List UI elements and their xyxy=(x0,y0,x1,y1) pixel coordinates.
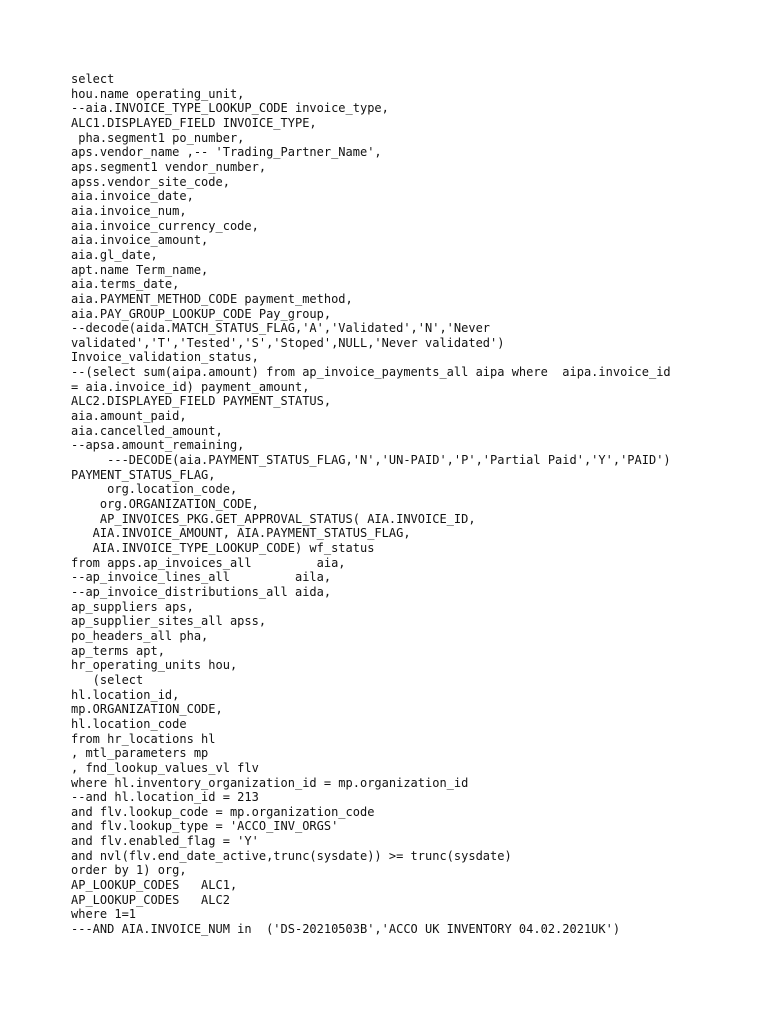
code-line: pha.segment1 po_number, xyxy=(71,130,245,145)
code-line: aia.PAY_GROUP_LOOKUP_CODE Pay_group, xyxy=(71,306,332,321)
code-line: hl.location_id, xyxy=(71,687,180,702)
code-line: ap_suppliers aps, xyxy=(71,599,194,614)
code-line: AP_INVOICES_PKG.GET_APPROVAL_STATUS( AIA.INVOICE_ID, xyxy=(71,511,476,526)
code-line: (select xyxy=(71,672,144,687)
code-line: apt.name Term_name, xyxy=(71,262,209,277)
code-line: ---AND AIA.INVOICE_NUM in ('DS-20210503B','ACCO UK INVENTORY 04.02.2021UK') xyxy=(71,922,621,937)
code-line: AP_LOOKUP_CODES ALC2 xyxy=(71,892,230,907)
code-line: from hr_locations hl xyxy=(71,731,216,746)
code-line: aia.PAYMENT_METHOD_CODE payment_method, xyxy=(71,291,353,306)
code-line: --decode(aida.MATCH_STATUS_FLAG,'A','Validated','N','Never xyxy=(71,321,491,336)
code-line: org.ORGANIZATION_CODE, xyxy=(71,497,259,512)
sql-code-block xyxy=(71,72,741,937)
code-line: ALC2.DISPLAYED_FIELD PAYMENT_STATUS, xyxy=(71,394,332,409)
code-line: aia.gl_date, xyxy=(71,247,158,262)
code-line: from apps.ap_invoices_all aia, xyxy=(71,555,346,570)
code-line: --ap_invoice_distributions_all aida, xyxy=(71,584,332,599)
code-line: org.location_code, xyxy=(71,482,238,497)
code-line: AIA.INVOICE_AMOUNT, AIA.PAYMENT_STATUS_FLAG, xyxy=(71,526,411,541)
code-line: aps.segment1 vendor_number, xyxy=(71,159,267,174)
code-line: and nvl(flv.end_date_active,trunc(sysdate)) >= trunc(sysdate) xyxy=(71,848,512,863)
code-line: AIA.INVOICE_TYPE_LOOKUP_CODE) wf_status xyxy=(71,541,375,555)
code-line: aia.terms_date, xyxy=(71,277,180,292)
code-line: --apsa.amount_remaining, xyxy=(71,438,245,453)
code-line: select xyxy=(71,72,115,86)
code-line: --ap_invoice_lines_all aila, xyxy=(71,570,332,585)
code-line: ---DECODE(aia.PAYMENT_STATUS_FLAG,'N','UN-PAID','P','Partial Paid','Y','PAID') xyxy=(71,453,671,468)
code-line: --aia.INVOICE_TYPE_LOOKUP_CODE invoice_type, xyxy=(71,101,389,116)
code-line: aia.invoice_currency_code, xyxy=(71,218,259,233)
code-line: where hl.inventory_organization_id = mp.organization_id xyxy=(71,775,469,790)
code-line: po_headers_all pha, xyxy=(71,628,209,643)
code-line: , mtl_parameters mp xyxy=(71,746,209,761)
code-line: and flv.enabled_flag = 'Y' xyxy=(71,834,259,849)
code-line: validated','T','Tested','S','Stoped',NULL,'Never validated') xyxy=(71,335,505,350)
code-line: --and hl.location_id = 213 xyxy=(71,790,259,805)
code-line: ap_terms apt, xyxy=(71,643,165,658)
code-line: aia.amount_paid, xyxy=(71,409,187,424)
code-line: ALC1.DISPLAYED_FIELD INVOICE_TYPE, xyxy=(71,115,317,130)
code-line: hou.name operating_unit, xyxy=(71,86,245,101)
code-line: aps.vendor_name ,-- 'Trading_Partner_Name', xyxy=(71,145,382,160)
code-line: AP_LOOKUP_CODES ALC1, xyxy=(71,878,238,893)
code-line: and flv.lookup_type = 'ACCO_INV_ORGS' xyxy=(71,819,339,834)
code-line: ap_supplier_sites_all apss, xyxy=(71,614,267,629)
code-line: apss.vendor_site_code, xyxy=(71,174,230,189)
code-line: hr_operating_units hou, xyxy=(71,658,238,673)
code-line: --(select sum(aipa.amount) from ap_invoice_payments_all aipa where aipa.invoice_id xyxy=(71,365,671,380)
code-line: Invoice_validation_status, xyxy=(71,350,259,365)
code-line: aia.cancelled_amount, xyxy=(71,423,223,438)
code-line: and flv.lookup_code = mp.organization_code xyxy=(71,804,375,819)
code-line: aia.invoice_amount, xyxy=(71,233,209,248)
code-line: order by 1) org, xyxy=(71,863,187,878)
code-line: aia.invoice_date, xyxy=(71,189,194,204)
code-line: hl.location_code xyxy=(71,716,187,731)
code-line: = aia.invoice_id) payment_amount, xyxy=(71,379,310,394)
code-line: where 1=1 xyxy=(71,907,137,922)
code-line: , fnd_lookup_values_vl flv xyxy=(71,760,259,775)
code-line: PAYMENT_STATUS_FLAG, xyxy=(71,467,216,482)
code-line: aia.invoice_num, xyxy=(71,203,187,218)
code-line: mp.ORGANIZATION_CODE, xyxy=(71,702,223,717)
